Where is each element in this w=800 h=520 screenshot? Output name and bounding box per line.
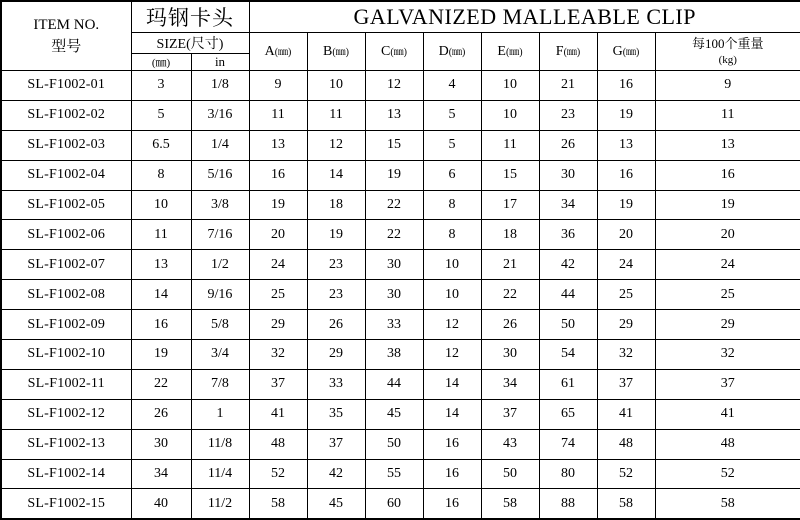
cell-size_mm: 40 xyxy=(131,489,191,519)
header-col-b-label: B xyxy=(322,44,333,59)
cell-e: 37 xyxy=(481,399,539,429)
cell-a: 37 xyxy=(249,369,307,399)
cell-a: 48 xyxy=(249,429,307,459)
cell-f: 34 xyxy=(539,190,597,220)
table-header xyxy=(1,1,800,71)
cell-size_in: 1/2 xyxy=(191,250,249,280)
header-col-d-label: D xyxy=(438,44,449,59)
cell-c: 38 xyxy=(365,340,423,370)
table-row xyxy=(1,399,800,429)
cell-d: 6 xyxy=(423,160,481,190)
cell-c: 30 xyxy=(365,280,423,310)
cell-c: 30 xyxy=(365,250,423,280)
header-col-g-unit: (㎜) xyxy=(622,47,640,58)
cell-size_mm: 13 xyxy=(131,250,191,280)
cell-a: 9 xyxy=(249,71,307,101)
cell-c: 22 xyxy=(365,220,423,250)
cell-c: 60 xyxy=(365,489,423,519)
cell-size_in: 11/4 xyxy=(191,459,249,489)
cell-weight: 52 xyxy=(655,459,800,489)
cell-c: 13 xyxy=(365,100,423,130)
title-english: GALVANIZED MALLEABLE CLIP xyxy=(249,1,800,33)
cell-b: 23 xyxy=(307,280,365,310)
cell-g: 20 xyxy=(597,220,655,250)
cell-model: SL-F1002-03 xyxy=(1,130,131,160)
header-col-b xyxy=(307,33,365,71)
cell-c: 12 xyxy=(365,71,423,101)
cell-weight: 58 xyxy=(655,489,800,519)
header-col-g xyxy=(597,33,655,71)
cell-weight: 41 xyxy=(655,399,800,429)
cell-e: 15 xyxy=(481,160,539,190)
cell-b: 26 xyxy=(307,310,365,340)
cell-a: 25 xyxy=(249,280,307,310)
cell-f: 36 xyxy=(539,220,597,250)
cell-weight: 29 xyxy=(655,310,800,340)
cell-model: SL-F1002-13 xyxy=(1,429,131,459)
cell-f: 61 xyxy=(539,369,597,399)
header-col-d-unit: (㎜) xyxy=(448,47,466,58)
cell-weight: 9 xyxy=(655,71,800,101)
header-item-no xyxy=(1,1,131,71)
cell-weight: 20 xyxy=(655,220,800,250)
cell-a: 52 xyxy=(249,459,307,489)
cell-size_in: 1/8 xyxy=(191,71,249,101)
cell-size_mm: 10 xyxy=(131,190,191,220)
cell-model: SL-F1002-14 xyxy=(1,459,131,489)
cell-e: 21 xyxy=(481,250,539,280)
table-body xyxy=(1,71,800,520)
cell-size_in: 7/16 xyxy=(191,220,249,250)
header-weight xyxy=(655,33,800,71)
cell-e: 58 xyxy=(481,489,539,519)
header-col-e-label: E xyxy=(497,44,506,59)
header-col-f xyxy=(539,33,597,71)
cell-f: 65 xyxy=(539,399,597,429)
cell-f: 54 xyxy=(539,340,597,370)
header-col-d xyxy=(423,33,481,71)
cell-f: 44 xyxy=(539,280,597,310)
cell-g: 16 xyxy=(597,71,655,101)
cell-size_in: 5/8 xyxy=(191,310,249,340)
cell-c: 22 xyxy=(365,190,423,220)
header-col-c xyxy=(365,33,423,71)
cell-d: 12 xyxy=(423,340,481,370)
cell-model: SL-F1002-06 xyxy=(1,220,131,250)
header-size-mm: (㎜) xyxy=(131,54,191,71)
cell-c: 33 xyxy=(365,310,423,340)
cell-a: 29 xyxy=(249,310,307,340)
table-row xyxy=(1,71,800,101)
cell-e: 34 xyxy=(481,369,539,399)
cell-d: 16 xyxy=(423,489,481,519)
cell-g: 41 xyxy=(597,399,655,429)
cell-weight: 48 xyxy=(655,429,800,459)
cell-a: 58 xyxy=(249,489,307,519)
cell-g: 13 xyxy=(597,130,655,160)
cell-d: 4 xyxy=(423,71,481,101)
cell-b: 12 xyxy=(307,130,365,160)
cell-b: 33 xyxy=(307,369,365,399)
cell-weight: 24 xyxy=(655,250,800,280)
table-row xyxy=(1,310,800,340)
cell-g: 24 xyxy=(597,250,655,280)
cell-size_mm: 14 xyxy=(131,280,191,310)
cell-d: 16 xyxy=(423,459,481,489)
table-row xyxy=(1,160,800,190)
cell-weight: 32 xyxy=(655,340,800,370)
cell-f: 88 xyxy=(539,489,597,519)
cell-g: 37 xyxy=(597,369,655,399)
cell-g: 52 xyxy=(597,459,655,489)
table-row xyxy=(1,250,800,280)
cell-weight: 25 xyxy=(655,280,800,310)
cell-d: 12 xyxy=(423,310,481,340)
cell-f: 23 xyxy=(539,100,597,130)
header-col-a xyxy=(249,33,307,71)
cell-size_in: 5/16 xyxy=(191,160,249,190)
cell-a: 19 xyxy=(249,190,307,220)
cell-weight: 37 xyxy=(655,369,800,399)
header-col-g-label: G xyxy=(612,44,623,59)
cell-c: 55 xyxy=(365,459,423,489)
cell-c: 19 xyxy=(365,160,423,190)
cell-size_mm: 34 xyxy=(131,459,191,489)
cell-a: 16 xyxy=(249,160,307,190)
cell-g: 48 xyxy=(597,429,655,459)
cell-size_mm: 6.5 xyxy=(131,130,191,160)
header-col-f-unit: (㎜) xyxy=(563,47,581,58)
cell-size_in: 3/4 xyxy=(191,340,249,370)
cell-size_in: 7/8 xyxy=(191,369,249,399)
cell-a: 24 xyxy=(249,250,307,280)
cell-size_in: 9/16 xyxy=(191,280,249,310)
cell-f: 50 xyxy=(539,310,597,340)
cell-d: 16 xyxy=(423,429,481,459)
cell-model: SL-F1002-01 xyxy=(1,71,131,101)
cell-model: SL-F1002-08 xyxy=(1,280,131,310)
cell-model: SL-F1002-05 xyxy=(1,190,131,220)
table-row xyxy=(1,220,800,250)
header-item-no-en: ITEM NO. xyxy=(33,16,100,33)
cell-size_mm: 8 xyxy=(131,160,191,190)
cell-d: 8 xyxy=(423,190,481,220)
cell-size_mm: 30 xyxy=(131,429,191,459)
cell-weight: 19 xyxy=(655,190,800,220)
cell-b: 19 xyxy=(307,220,365,250)
header-weight-line2: (kg) xyxy=(718,53,737,66)
cell-model: SL-F1002-10 xyxy=(1,340,131,370)
cell-size_in: 11/2 xyxy=(191,489,249,519)
cell-f: 21 xyxy=(539,71,597,101)
cell-g: 32 xyxy=(597,340,655,370)
cell-c: 44 xyxy=(365,369,423,399)
cell-f: 26 xyxy=(539,130,597,160)
cell-e: 11 xyxy=(481,130,539,160)
title-chinese: 玛钢卡头 xyxy=(131,1,249,33)
table-row xyxy=(1,130,800,160)
cell-size_mm: 26 xyxy=(131,399,191,429)
cell-b: 29 xyxy=(307,340,365,370)
cell-e: 10 xyxy=(481,71,539,101)
cell-d: 10 xyxy=(423,250,481,280)
cell-a: 41 xyxy=(249,399,307,429)
header-col-f-label: F xyxy=(555,44,564,59)
cell-e: 43 xyxy=(481,429,539,459)
header-row-title xyxy=(1,1,800,33)
cell-a: 20 xyxy=(249,220,307,250)
cell-f: 80 xyxy=(539,459,597,489)
cell-g: 29 xyxy=(597,310,655,340)
table-row xyxy=(1,459,800,489)
cell-d: 14 xyxy=(423,399,481,429)
cell-e: 17 xyxy=(481,190,539,220)
cell-size_in: 3/8 xyxy=(191,190,249,220)
cell-b: 11 xyxy=(307,100,365,130)
header-weight-line1: 每100个重量 xyxy=(691,36,764,52)
cell-model: SL-F1002-02 xyxy=(1,100,131,130)
table-row xyxy=(1,100,800,130)
header-size-in: in xyxy=(191,54,249,71)
cell-model: SL-F1002-11 xyxy=(1,369,131,399)
cell-d: 5 xyxy=(423,100,481,130)
cell-size_in: 1 xyxy=(191,399,249,429)
cell-f: 42 xyxy=(539,250,597,280)
cell-d: 10 xyxy=(423,280,481,310)
cell-weight: 16 xyxy=(655,160,800,190)
cell-e: 18 xyxy=(481,220,539,250)
cell-size_mm: 19 xyxy=(131,340,191,370)
cell-c: 15 xyxy=(365,130,423,160)
cell-b: 37 xyxy=(307,429,365,459)
cell-c: 45 xyxy=(365,399,423,429)
cell-d: 8 xyxy=(423,220,481,250)
cell-size_mm: 11 xyxy=(131,220,191,250)
cell-e: 50 xyxy=(481,459,539,489)
cell-model: SL-F1002-04 xyxy=(1,160,131,190)
cell-e: 26 xyxy=(481,310,539,340)
cell-size_mm: 3 xyxy=(131,71,191,101)
cell-a: 13 xyxy=(249,130,307,160)
cell-b: 18 xyxy=(307,190,365,220)
cell-g: 25 xyxy=(597,280,655,310)
cell-b: 14 xyxy=(307,160,365,190)
cell-size_in: 11/8 xyxy=(191,429,249,459)
cell-d: 5 xyxy=(423,130,481,160)
cell-g: 19 xyxy=(597,100,655,130)
cell-model: SL-F1002-09 xyxy=(1,310,131,340)
cell-model: SL-F1002-07 xyxy=(1,250,131,280)
cell-size_in: 1/4 xyxy=(191,130,249,160)
header-col-a-label: A xyxy=(264,44,275,59)
table-row xyxy=(1,369,800,399)
cell-f: 74 xyxy=(539,429,597,459)
header-col-b-unit: (㎜) xyxy=(332,47,349,58)
cell-weight: 13 xyxy=(655,130,800,160)
cell-size_mm: 22 xyxy=(131,369,191,399)
header-col-c-unit: (㎜) xyxy=(390,47,407,58)
cell-b: 10 xyxy=(307,71,365,101)
cell-g: 16 xyxy=(597,160,655,190)
table-row xyxy=(1,489,800,519)
cell-size_mm: 5 xyxy=(131,100,191,130)
cell-e: 22 xyxy=(481,280,539,310)
header-col-e-unit: (㎜) xyxy=(505,47,523,58)
cell-b: 45 xyxy=(307,489,365,519)
cell-size_mm: 16 xyxy=(131,310,191,340)
cell-d: 14 xyxy=(423,369,481,399)
cell-model: SL-F1002-15 xyxy=(1,489,131,519)
table-row xyxy=(1,190,800,220)
cell-f: 30 xyxy=(539,160,597,190)
cell-b: 23 xyxy=(307,250,365,280)
cell-g: 19 xyxy=(597,190,655,220)
cell-weight: 11 xyxy=(655,100,800,130)
header-col-a-unit: (㎜) xyxy=(274,47,292,58)
header-item-no-cn: 型号 xyxy=(51,39,82,55)
header-size-group: SIZE(尺寸) xyxy=(131,33,249,54)
cell-e: 30 xyxy=(481,340,539,370)
header-col-c-label: C xyxy=(380,44,391,59)
cell-b: 42 xyxy=(307,459,365,489)
cell-g: 58 xyxy=(597,489,655,519)
table-row xyxy=(1,429,800,459)
cell-c: 50 xyxy=(365,429,423,459)
cell-model: SL-F1002-12 xyxy=(1,399,131,429)
header-col-e xyxy=(481,33,539,71)
table-row xyxy=(1,340,800,370)
cell-a: 11 xyxy=(249,100,307,130)
cell-size_in: 3/16 xyxy=(191,100,249,130)
cell-b: 35 xyxy=(307,399,365,429)
cell-e: 10 xyxy=(481,100,539,130)
table-row xyxy=(1,280,800,310)
cell-a: 32 xyxy=(249,340,307,370)
